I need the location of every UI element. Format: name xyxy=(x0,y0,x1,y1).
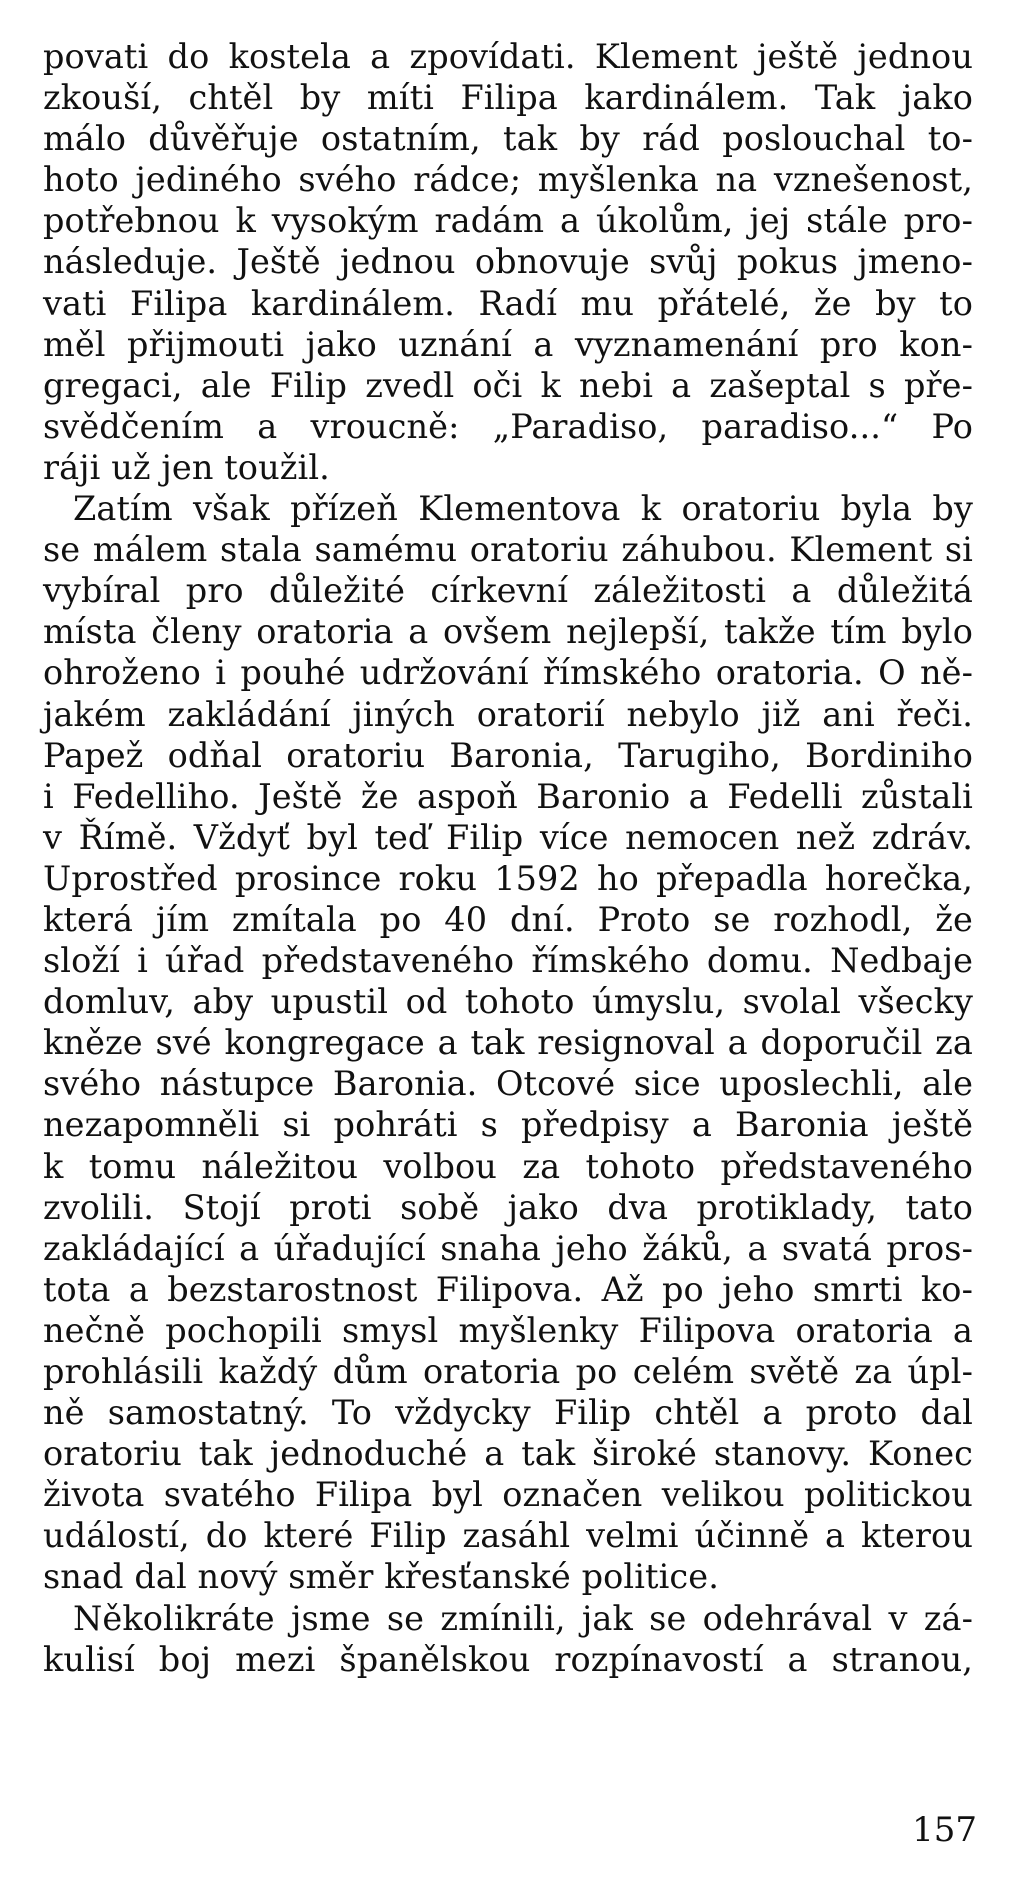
text-line: Uprostřed prosince roku 1592 ho přepadla horečka, xyxy=(43,858,973,898)
text-line: svého nástupce Baronia. Otcové sice uposlechli, ale xyxy=(43,1064,973,1104)
text-line: se málem stala samému oratoriu záhubou. Klement si xyxy=(43,530,973,570)
text-line: jakém zakládání jiných oratorií nebylo již ani řeči. xyxy=(43,694,973,734)
text-line: ohroženo i pouhé udržování římského oratoria. O ně- xyxy=(43,653,973,693)
body-text xyxy=(43,36,973,1680)
text-line: následuje. Ještě jednou obnovuje svůj pokus jmeno- xyxy=(43,242,973,282)
paragraph xyxy=(43,488,973,1598)
text-line: hoto jediného svého rádce; myšlenka na vznešenost, xyxy=(43,160,973,200)
text-line: zkouší, chtěl by míti Filipa kardinálem. Tak jako xyxy=(43,78,973,118)
text-line: potřebnou k vysokým radám a úkolům, jej stále pro- xyxy=(43,201,973,241)
text-line: k tomu náležitou volbou za tohoto představeného xyxy=(43,1146,973,1186)
text-line: gregaci, ale Filip zvedl oči k nebi a zašeptal s pře- xyxy=(43,365,973,405)
text-line: ně samostatný. To vždycky Filip chtěl a proto dal xyxy=(43,1393,973,1433)
text-line: v Římě. Vždyť byl teď Filip více nemocen než zdráv. xyxy=(43,817,973,857)
text-line: povati do kostela a zpovídati. Klement ještě jednou xyxy=(43,37,973,76)
text-line: událostí, do které Filip zasáhl velmi účinně a kterou xyxy=(43,1516,973,1556)
text-line: Několikráte jsme se zmínili, jak se odehrával v zá- xyxy=(73,1598,973,1638)
text-line: místa členy oratoria a ovšem nejlepší, takže tím bylo xyxy=(43,612,973,652)
text-line: složí i úřad představeného římského domu. Nedbaje xyxy=(43,941,973,981)
text-line: vybíral pro důležité církevní záležitosti a důležitá xyxy=(43,571,973,611)
text-line: zvolili. Stojí proti sobě jako dva protiklady, tato xyxy=(43,1187,973,1227)
text-line: nečně pochopili smysl myšlenky Filipova oratoria a xyxy=(43,1310,973,1350)
text-line: Papež odňal oratoriu Baronia, Tarugiho, Bordiniho xyxy=(43,735,973,775)
text-line: snad dal nový směr křesťanské politice. xyxy=(43,1557,719,1597)
text-line: nezapomněli si pohráti s předpisy a Baronia ještě xyxy=(43,1105,973,1145)
text-line: svědčením a vroucně: „Paradiso, paradiso...“ Po xyxy=(43,406,973,446)
text-line: domluv, aby upustil od tohoto úmyslu, svolal všecky xyxy=(43,982,973,1022)
paragraph xyxy=(43,36,973,488)
text-line: měl přijmouti jako uznání a vyznamenání pro kon- xyxy=(43,324,973,364)
text-line: prohlásili každý dům oratoria po celém světě za úpl- xyxy=(43,1352,973,1391)
text-line: málo důvěřuje ostatním, tak by rád poslouchal to- xyxy=(43,119,973,159)
text-line: ráji už jen toužil. xyxy=(43,447,330,487)
text-line: zakládající a úřadující snaha jeho žáků, a svatá pros- xyxy=(43,1228,973,1268)
text-line: kněze své kongregace a tak resignoval a doporučil za xyxy=(43,1023,973,1063)
text-line: života svatého Filipa byl označen velikou politickou xyxy=(43,1475,973,1515)
paragraph xyxy=(43,1598,973,1680)
text-line: i Fedelliho. Ještě že aspoň Baronio a Fedelli zůstali xyxy=(43,776,973,816)
text-line: vati Filipa kardinálem. Radí mu přátelé, že by to xyxy=(43,283,973,323)
text-line: která jím zmítala po 40 dní. Proto se rozhodl, že xyxy=(43,899,973,939)
text-line: oratoriu tak jednoduché a tak široké stanovy. Konec xyxy=(43,1434,973,1474)
text-line: tota a bezstarostnost Filipova. Až po jeho smrti ko- xyxy=(43,1269,973,1309)
text-line: kulisí boj mezi španělskou rozpínavostí a stranou, xyxy=(43,1639,973,1679)
page-number: 157 xyxy=(912,1810,977,1850)
text-line: Zatím však přízeň Klementova k oratoriu byla by xyxy=(73,489,973,529)
